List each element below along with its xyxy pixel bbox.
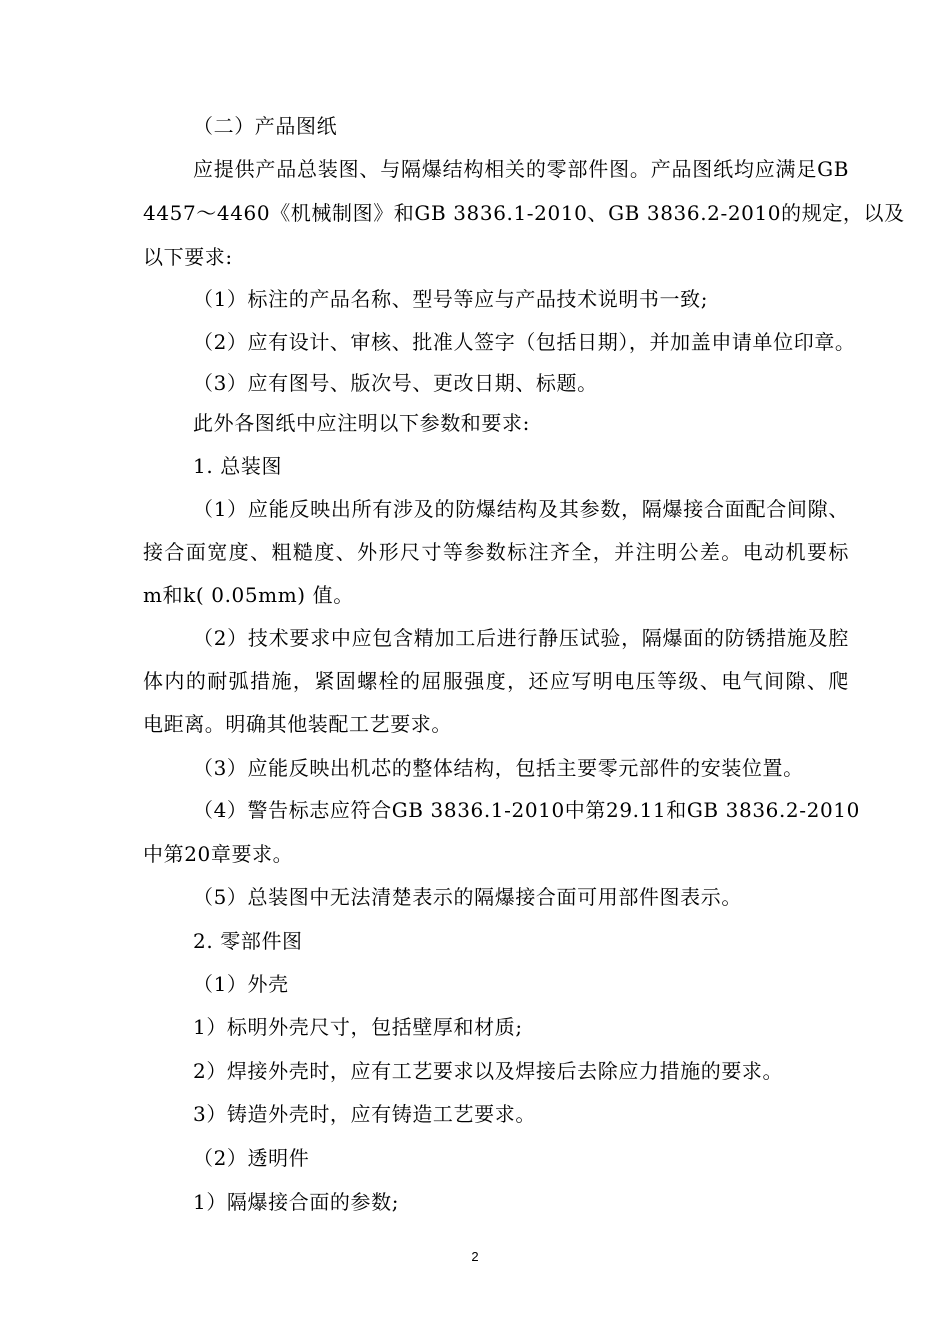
paragraph-line: 体内的耐弧措施，紧固螺栓的屈服强度，还应写明电压等级、电气间隙、爬: [143, 669, 849, 693]
paragraph-line: 应提供产品总装图、与隔爆结构相关的零部件图。产品图纸均应满足GB: [193, 157, 849, 181]
paragraph-line: 此外各图纸中应注明以下参数和要求:: [193, 411, 530, 435]
subsection-heading: 1. 总装图: [193, 454, 283, 478]
list-item: （4）警告标志应符合GB 3836.1-2010中第29.11和GB 3836.2-2010: [193, 798, 860, 822]
paragraph-line: m和k( 0.05mm) 值。: [143, 583, 354, 607]
paragraph-line: 电距离。明确其他装配工艺要求。: [143, 712, 452, 736]
list-item: （3）应能反映出机芯的整体结构，包括主要零元部件的安装位置。: [193, 756, 804, 780]
list-item: （3）应有图号、版次号、更改日期、标题。: [193, 371, 598, 395]
list-item: （5）总装图中无法清楚表示的隔爆接合面可用部件图表示。: [193, 885, 742, 909]
list-item: （2）透明件: [193, 1146, 310, 1170]
list-item: 1）隔爆接合面的参数;: [193, 1190, 400, 1214]
section-heading-product-drawings: （二）产品图纸: [193, 114, 338, 138]
list-item: （1）标注的产品名称、型号等应与产品技术说明书一致;: [193, 287, 709, 311]
list-item: （2）技术要求中应包含精加工后进行静压试验，隔爆面的防锈措施及腔: [193, 626, 849, 650]
list-item: 3）铸造外壳时，应有铸造工艺要求。: [193, 1102, 536, 1126]
list-item: 2）焊接外壳时，应有工艺要求以及焊接后去除应力措施的要求。: [193, 1059, 784, 1083]
list-item: 1）标明外壳尺寸，包括壁厚和材质;: [193, 1015, 523, 1039]
list-item: （1）应能反映出所有涉及的防爆结构及其参数，隔爆接合面配合间隙、: [193, 497, 849, 521]
paragraph-line: 接合面宽度、粗糙度、外形尺寸等参数标注齐全，并注明公差。电动机要标: [143, 540, 849, 564]
paragraph-line: 中第20章要求。: [143, 842, 294, 866]
list-item: （2）应有设计、审核、批准人签字（包括日期），并加盖申请单位印章。: [193, 330, 856, 354]
subsection-heading: 2. 零部件图: [193, 929, 303, 953]
page-number: 2: [471, 1249, 479, 1264]
list-item: （1）外壳: [193, 972, 289, 996]
paragraph-line: 4457～4460《机械制图》和GB 3836.1-2010、GB 3836.2-2010的规定，以及: [143, 201, 905, 225]
paragraph-line: 以下要求:: [143, 245, 233, 269]
